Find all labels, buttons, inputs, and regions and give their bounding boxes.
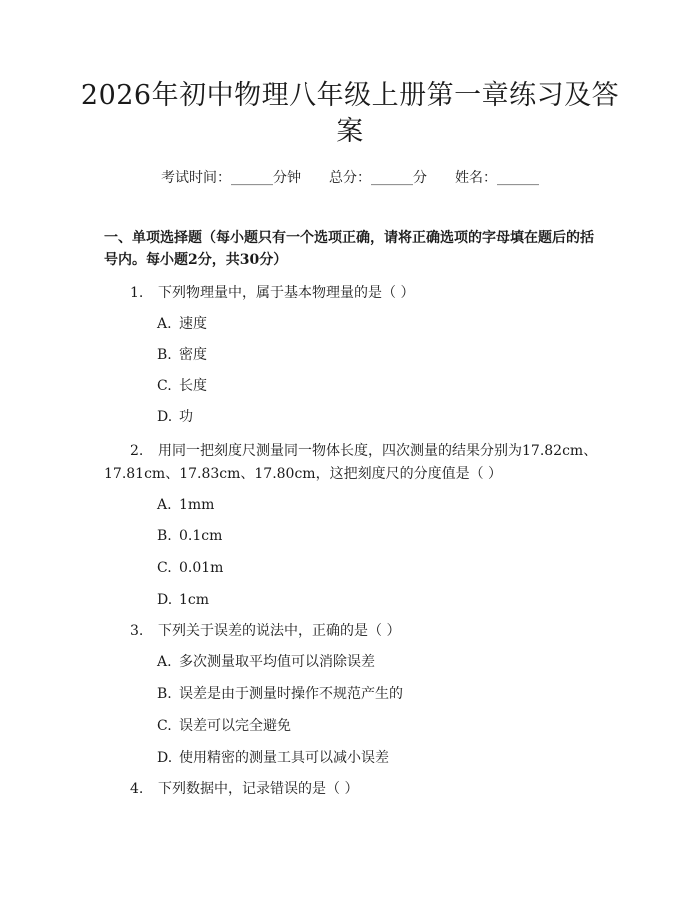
- question-number: 3.: [130, 623, 144, 639]
- exam-time-field: 考试时间：______分钟: [161, 170, 301, 186]
- exam-meta-line: [0, 169, 700, 187]
- option-text: 多次测量取平均值可以消除误差: [179, 654, 375, 670]
- question-3: [130, 622, 400, 640]
- question-2-option-d: [157, 591, 209, 609]
- question-2-option-b: [157, 527, 222, 545]
- question-text: 下列物理量中，属于基本物理量的是（ ）: [158, 285, 415, 301]
- option-text: 0.01m: [179, 560, 224, 576]
- option-letter: B.: [157, 528, 172, 544]
- question-2: [130, 442, 597, 460]
- question-text: 下列数据中，记录错误的是（ ）: [158, 781, 359, 797]
- option-text: 误差是由于测量时操作不规范产生的: [179, 686, 403, 702]
- question-1-option-d: [157, 408, 193, 426]
- question-2-continuation: 17.81cm、17.83cm、17.80cm，这把刻度尺的分度值是（ ）: [104, 466, 503, 482]
- question-1: [130, 284, 414, 302]
- option-text: 密度: [179, 347, 207, 363]
- option-text: 功: [179, 409, 193, 425]
- question-number: 2.: [130, 443, 144, 459]
- question-number: 4.: [130, 781, 144, 797]
- option-letter: B.: [157, 347, 172, 363]
- question-2-option-c: [157, 559, 223, 577]
- question-2-option-a: [157, 496, 214, 514]
- question-3-option-a: [157, 653, 375, 671]
- option-text: 误差可以完全避免: [179, 718, 291, 734]
- option-letter: D.: [157, 409, 173, 425]
- document-title: 2026年初中物理八年级上册第一章练习及答案: [80, 80, 620, 147]
- option-letter: A.: [157, 654, 172, 670]
- option-letter: C.: [157, 718, 172, 734]
- question-1-option-a: [157, 315, 207, 333]
- option-letter: D.: [157, 750, 173, 766]
- option-text: 速度: [179, 316, 207, 332]
- question-3-option-c: [157, 717, 291, 735]
- option-letter: C.: [157, 560, 172, 576]
- total-score-field: 总分：______分: [329, 170, 427, 186]
- option-text: 1mm: [179, 497, 215, 513]
- option-text: 1cm: [179, 592, 210, 608]
- option-letter: D.: [157, 592, 173, 608]
- option-letter: A.: [157, 316, 172, 332]
- student-name-field: 姓名：______: [455, 170, 539, 186]
- question-text: 下列关于误差的说法中，正确的是（ ）: [158, 623, 401, 639]
- section-heading: 一、单项选择题（每小题只有一个选项正确，请将正确选项的字母填在题后的括号内。每小题2分，共30分）: [104, 230, 594, 268]
- option-letter: A.: [157, 497, 172, 513]
- question-3-option-b: [157, 685, 403, 703]
- question-1-option-c: [157, 377, 207, 395]
- option-text: 长度: [179, 378, 207, 394]
- option-letter: C.: [157, 378, 172, 394]
- question-text: 用同一把刻度尺测量同一物体长度，四次测量的结果分别为17.82cm、: [158, 443, 598, 459]
- option-text: 0.1cm: [179, 528, 223, 544]
- question-1-option-b: [157, 346, 207, 364]
- option-letter: B.: [157, 686, 172, 702]
- question-number: 1.: [130, 285, 144, 301]
- question-4: [130, 780, 358, 798]
- option-text: 使用精密的测量工具可以减小误差: [179, 750, 389, 766]
- question-3-option-d: [157, 749, 389, 767]
